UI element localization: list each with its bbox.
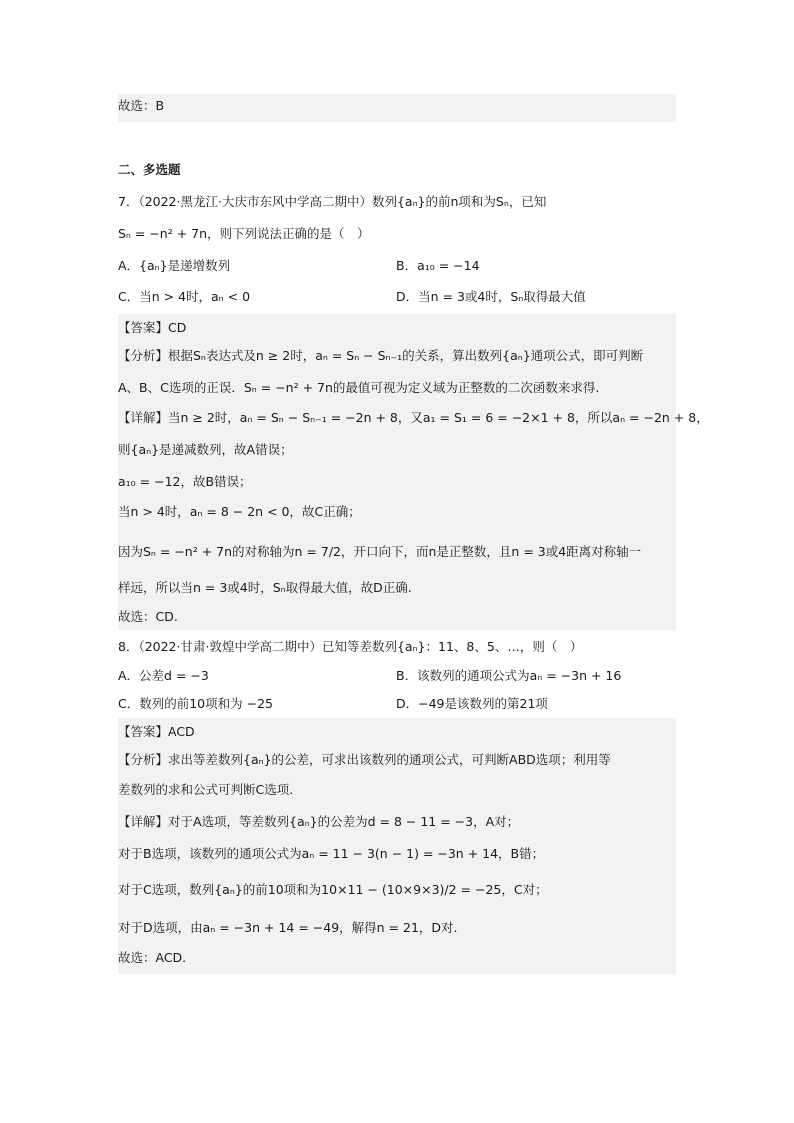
q8-option-a: A．公差d = −3 [118,668,209,683]
q8-analysis-line1: 【分析】求出等差数列{aₙ}的公差，可求出该数列的通项公式，可判断ABD选项；利用等 [118,752,611,767]
q7-analysis-line1: 【分析】根据Sₙ表达式及n ≥ 2时，aₙ = Sₙ − Sₙ₋₁的关系，算出数列{aₙ}通项公式，即可判断 [118,348,644,363]
q8-answer: 【答案】ACD [118,724,195,739]
q7-detail-line6: 样远，所以当n = 3或4时，Sₙ取得最大值，故D正确. [118,580,412,595]
q8-option-c: C．数列的前10项和为 −25 [118,696,273,711]
q7-detail-line5: 因为Sₙ = −n² + 7n的对称轴为n = 7/2，开口向下，而n是正整数，且n = 3或4距离对称轴一 [118,544,642,559]
q8-option-b: B．该数列的通项公式为aₙ = −3n + 16 [396,668,622,683]
prev-answer-line: 故选：B [118,98,165,113]
q8-analysis-line2: 差数列的求和公式可判断C选项. [118,782,294,797]
q7-final: 故选：CD. [118,609,178,624]
q7-option-c: C．当n > 4时，aₙ < 0 [118,289,251,304]
q7-detail-line1: 【详解】当n ≥ 2时，aₙ = Sₙ − Sₙ₋₁ = −2n + 8，又a₁ = S₁ = 6 = −2×1 + 8，所以aₙ = −2n + 8， [118,410,709,425]
section-title: 二、多选题 [118,162,181,177]
q7-analysis-line2: A、B、C选项的正误．Sₙ = −n² + 7n的最值可视为定义域为正整数的二次函数来求得. [118,380,600,395]
q8-option-d: D．−49是该数列的第21项 [396,696,548,711]
q7-detail-line2: 则{aₙ}是递减数列，故A错误； [118,442,293,457]
q7-detail-line3: a₁₀ = −12，故B错误； [118,474,252,489]
q7-stem-line1: 7．（2022·黑龙江·大庆市东风中学高二期中）数列{aₙ}的前n项和为Sₙ，已知 [118,194,547,209]
q7-detail-line4: 当n > 4时，aₙ = 8 − 2n < 0，故C正确； [118,504,361,519]
q7-answer: 【答案】CD [118,320,187,335]
q8-detail-line3: 对于C选项，数列{aₙ}的前10项和为10×11 − (10×9×3)/2 = −25，C对； [118,882,548,897]
q7-option-a: A．{aₙ}是递增数列 [118,258,231,273]
q8-final: 故选：ACD. [118,950,187,965]
prev-answer-block [118,94,676,122]
q7-option-b: B．a₁₀ = −14 [396,258,480,273]
q7-option-d: D．当n = 3或4时，Sₙ取得最大值 [396,289,586,304]
q8-detail-line4: 对于D选项，由aₙ = −3n + 14 = −49，解得n = 21，D对. [118,920,458,935]
q8-detail-line1: 【详解】对于A选项，等差数列{aₙ}的公差为d = 8 − 11 = −3，A对； [118,814,520,829]
q8-stem-line1: 8．（2022·甘肃·敦煌中学高二期中）已知等差数列{aₙ}：11、8、5、…，则（ ） [118,639,583,654]
q8-detail-line2: 对于B选项，该数列的通项公式为aₙ = 11 − 3(n − 1) = −3n + 14，B错； [118,846,545,861]
q7-stem-line2: Sₙ = −n² + 7n，则下列说法正确的是（ ） [118,226,370,241]
